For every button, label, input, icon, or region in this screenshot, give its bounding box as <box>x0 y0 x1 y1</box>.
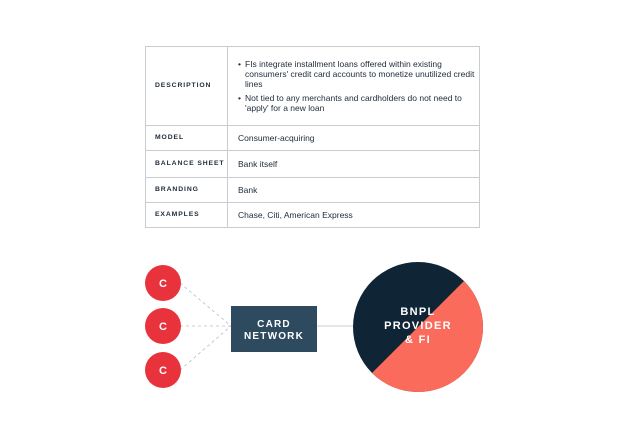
row-value-examples: Chase, Citi, American Express <box>228 203 480 228</box>
row-value-model: Consumer-acquiring <box>228 126 480 151</box>
row-value-branding: Bank <box>228 178 480 203</box>
connector-top <box>180 283 231 326</box>
consumer-node <box>145 265 181 301</box>
card-network-box <box>231 306 317 352</box>
dashed-connectors <box>180 283 231 370</box>
connector-bottom <box>180 326 231 370</box>
consumer-node <box>145 352 181 388</box>
description-bullet-2: • Not tied to any merchants and cardholders do not need to 'apply' for a new loan <box>238 93 479 113</box>
provider-label-line3: & FI <box>405 334 431 346</box>
provider-label-line1: BNPL <box>400 306 436 318</box>
row-value-balance-sheet: Bank itself <box>228 151 480 178</box>
consumer-node <box>145 308 181 344</box>
card-network-label-line1: CARD <box>257 319 291 330</box>
consumer-letter: C <box>159 278 167 290</box>
row-label-description: DESCRIPTION <box>146 47 228 126</box>
consumer-letter: C <box>159 321 167 333</box>
row-label-model: MODEL <box>146 126 228 151</box>
bnpl-provider-circle <box>353 262 483 392</box>
provider-label-line2: PROVIDER <box>384 320 452 332</box>
description-bullet-1: • FIs integrate installment loans offered within existing consumers' credit card accounts to monetize unutilized credit lines <box>238 59 479 89</box>
consumer-letter: C <box>159 365 167 377</box>
row-label-examples: EXAMPLES <box>146 203 228 228</box>
row-label-balance-sheet: BALANCE SHEET <box>146 151 228 178</box>
row-label-branding: BRANDING <box>146 178 228 203</box>
card-network-label-line2: NETWORK <box>243 331 305 342</box>
